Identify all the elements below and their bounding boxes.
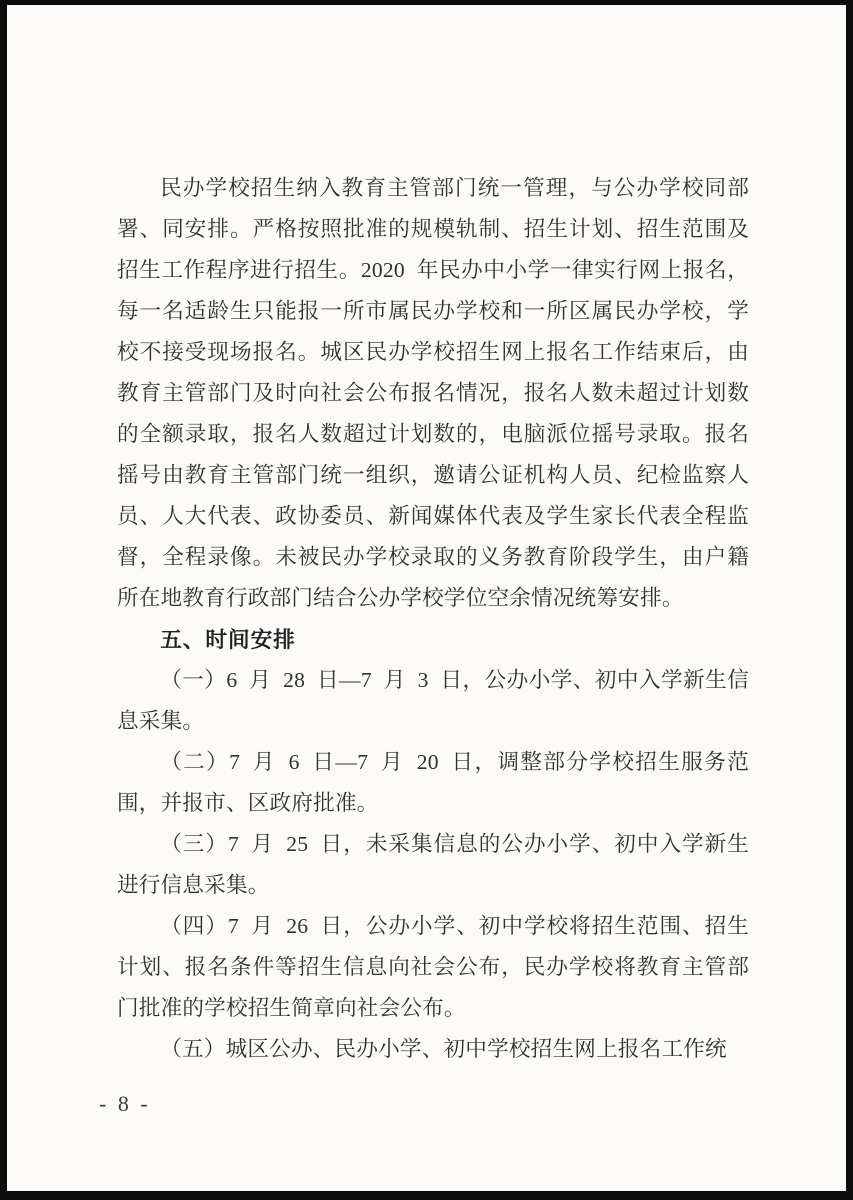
intro-paragraph: 民办学校招生纳入教育主管部门统一管理，与公办学校同部署、同安排。严格按照批准的规模轨制、招生计划、招生范围及招生工作程序进行招生。2020 年民办中小学一律实行网上报名，每一名适龄生只能报一所市属民办学校和一所区属民办学校，学校不接受现场报名。城区民办学校招生网上报名工作结束后，由教育主管部门及时向社会公布报名情况，报名人数未超过计划数的全额录取，报名人数超过计划数的，电脑派位摇号录取。报名摇号由教育主管部门统一组织，邀请公证机构人员、纪检监察人员、人大代表、政协委员、新闻媒体代表及学生家长代表全程监督，全程录像。未被民办学校录取的义务教育阶段学生，由户籍所在地教育行政部门结合公办学校学位空余情况统筹安排。 [117,176,749,610]
document-body [117,168,749,1070]
page-number: - 8 - [99,1091,151,1116]
section-heading: 五、时间安排 [160,627,296,652]
schedule-item-1: （一）6 月 28 日—7 月 3 日，公办小学、初中入学新生信息采集。 [117,668,749,733]
schedule-item-2: （二）7 月 6 日—7 月 20 日，调整部分学校招生服务范围，并报市、区政府批准。 [117,750,749,815]
schedule-item-5: （五）城区公办、民办小学、初中学校招生网上报名工作统 [160,1037,727,1061]
schedule-item-3: （三）7 月 25 日，未采集信息的公办小学、初中入学新生进行信息采集。 [117,832,749,897]
schedule-item-4: （四）7 月 26 日，公办小学、初中学校将招生范围、招生计划、报名条件等招生信息向社会公布，民办学校将教育主管部门批准的学校招生简章向社会公布。 [117,914,749,1020]
